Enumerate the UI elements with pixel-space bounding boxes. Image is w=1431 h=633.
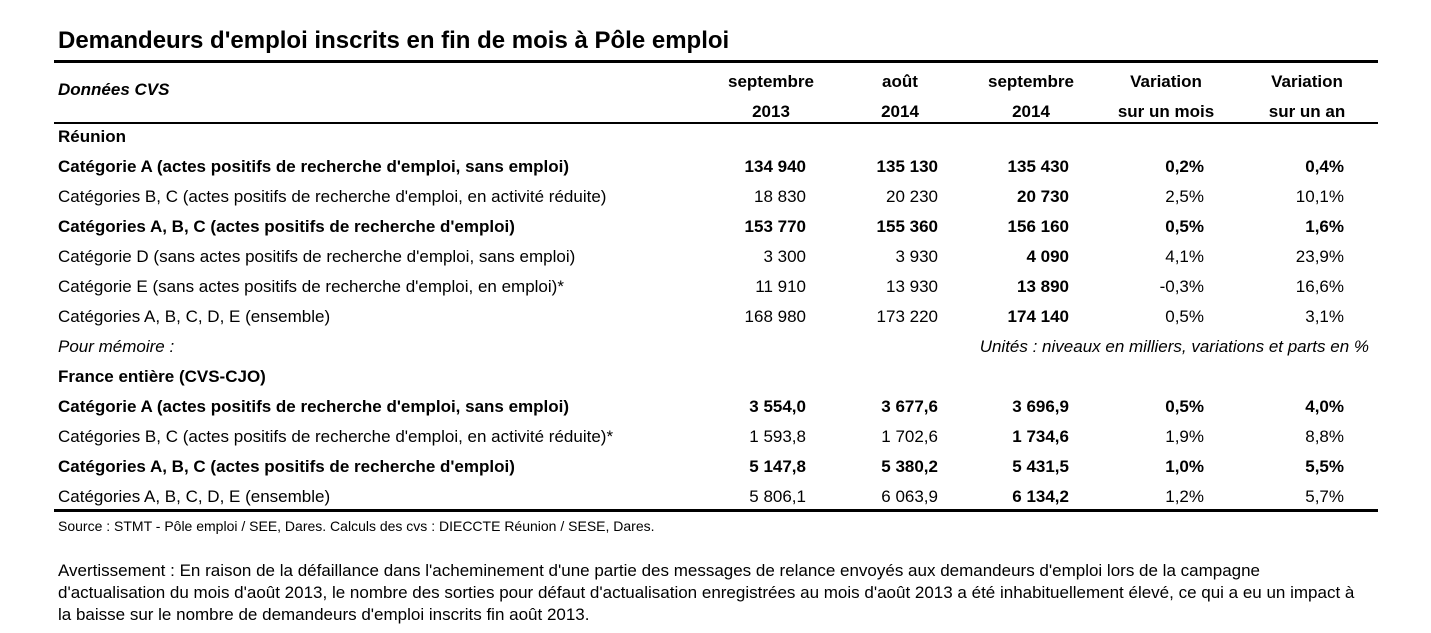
top-rule — [54, 60, 1378, 63]
header-col-sep-2014: septembre 2014 — [988, 72, 1074, 121]
table-row: Catégories A, B, C (actes positifs de recherche d'emploi) 5 147,8 5 380,2 5 431,5 1,0% 5,5% — [58, 457, 1344, 476]
header-label: Données CVS — [58, 80, 170, 99]
table-row: Catégorie A (actes positifs de recherche d'emploi, sans emploi) 134 940 135 130 135 430 0,2% 0,4% — [58, 157, 1344, 176]
warning-note: Avertissement : En raison de la défaillance dans l'acheminement d'une partie des messages de relance envoyés aux demandeurs d'emploi lors de la campagne d'actualisation du mois d'août 2013, le nombre des sorties pour défaut d'actualisation enregistrées au mois d'août 2013 a été inhabituellement élevé, ce qui a eu un impact à la baisse sur le nombre de demandeurs d'emploi inscrits fin août 2013. — [58, 561, 1355, 624]
table-row: Catégorie D (sans actes positifs de recherche d'emploi, sans emploi) 3 300 3 930 4 090 4,1% 23,9% — [58, 247, 1344, 266]
table-row: Catégories A, B, C, D, E (ensemble) 168 980 173 220 174 140 0,5% 3,1% — [58, 307, 1344, 326]
header-col-aout-2014: août 2014 — [881, 72, 919, 121]
section-reunion: Réunion — [58, 127, 126, 146]
source-note: Source : STMT - Pôle emploi / SEE, Dares. Calculs des cvs : DIECCTE Réunion / SESE, Dares. — [58, 518, 655, 534]
table-row: Catégories A, B, C (actes positifs de recherche d'emploi) 153 770 155 360 156 160 0,5% 1,6% — [58, 217, 1344, 236]
bottom-rule — [54, 509, 1378, 512]
table-row: Catégorie E (sans actes positifs de recherche d'emploi, en emploi)* 11 910 13 930 13 890 -0,3% 16,6% — [58, 277, 1344, 296]
units-note: Unités : niveaux en milliers, variations et parts en % — [979, 337, 1369, 356]
table-title: Demandeurs d'emploi inscrits en fin de mois à Pôle emploi — [58, 27, 730, 54]
table-row: Catégories B, C (actes positifs de recherche d'emploi, en activité réduite) 18 830 20 230 20 730 2,5% 10,1% — [58, 187, 1344, 206]
table-row: Catégories B, C (actes positifs de recherche d'emploi, en activité réduite)* 1 593,8 1 702,6 1 734,6 1,9% 8,8% — [58, 427, 1344, 446]
header-col-var-an: Variation sur un an — [1268, 72, 1346, 121]
table-row: Catégorie A (actes positifs de recherche d'emploi, sans emploi) 3 554,0 3 677,6 3 696,9 0,5% 4,0% — [58, 397, 1344, 416]
memo-row: Pour mémoire : Unités : niveaux en milliers, variations et parts en % — [58, 337, 1369, 356]
header-col-var-mois: Variation sur un mois — [1117, 72, 1215, 121]
table-row: Catégories A, B, C, D, E (ensemble) 5 806,1 6 063,9 6 134,2 1,2% 5,7% — [58, 487, 1344, 506]
section-france: France entière (CVS-CJO) — [58, 367, 266, 386]
header-col-sep-2013: septembre 2013 — [728, 72, 814, 121]
